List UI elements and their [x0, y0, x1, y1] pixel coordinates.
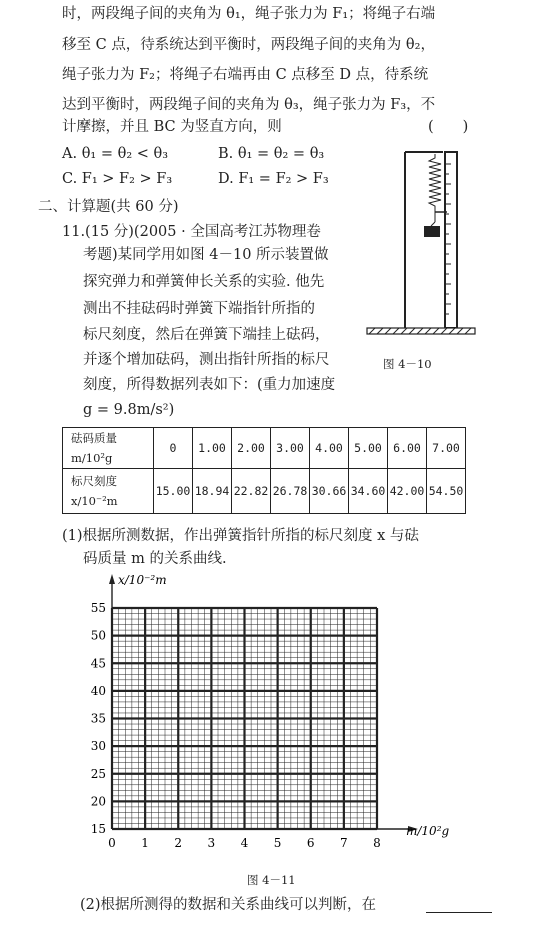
y-tick-label: 20	[90, 794, 106, 809]
x-tick-label: 1	[141, 836, 149, 850]
question-line: 探究弹力和弹簧伸长关系的实验. 他先	[83, 274, 325, 290]
table-cell: 22.82	[232, 469, 271, 514]
spring-apparatus-figure	[365, 140, 480, 345]
table-cell: 2.00	[232, 428, 271, 469]
figure-4-11-caption: 图 4－11	[247, 873, 296, 887]
option-d: D. F₁ = F₂ > F₃	[218, 171, 329, 187]
question-line: g = 9.8m/s²)	[83, 402, 175, 418]
x-axis-label: m/10²g	[406, 824, 450, 838]
answer-bracket: ( )	[428, 119, 469, 135]
table-row	[63, 469, 466, 514]
table-cell: 4.00	[310, 428, 349, 469]
question-line: 11.(15 分)(2005 · 全国高考江苏物理卷	[62, 224, 321, 240]
table-cell: 54.50	[427, 469, 466, 514]
y-tick-label: 25	[90, 766, 106, 781]
table-cell: 6.00	[388, 428, 427, 469]
section-heading: 二、计算题(共 60 分)	[38, 199, 179, 215]
problem-line: 达到平衡时，两段绳子间的夹角为 θ₃，绳子张力为 F₃，不	[62, 97, 436, 113]
question-line: 考题)某同学用如图 4－10 所示装置做	[83, 247, 329, 263]
sub-question-1-line: (1)根据所测数据，作出弹簧指针所指的标尺刻度 x 与砝	[62, 528, 419, 544]
problem-line: 绳子张力为 F₂；将绳子右端再由 C 点移至 D 点，待系统	[62, 67, 429, 83]
mass-header-label: 砝码质量	[71, 431, 117, 445]
x-tick-label: 7	[340, 836, 348, 850]
y-axis-label: x/10⁻²m	[118, 573, 167, 587]
y-tick-label: 30	[90, 739, 106, 754]
x-tick-label: 4	[240, 836, 249, 850]
scale-header	[63, 469, 154, 514]
y-tick-label: 45	[90, 656, 106, 671]
mass-header-unit: m/10²g	[71, 451, 113, 465]
y-tick-label: 15	[90, 822, 106, 836]
spring	[429, 154, 441, 212]
data-table	[62, 427, 466, 514]
option-a: A. θ₁ = θ₂ < θ₃	[62, 146, 169, 162]
table-cell: 7.00	[427, 428, 466, 469]
mass-header	[63, 428, 154, 469]
answer-blank	[426, 912, 492, 913]
y-tick-label: 55	[90, 601, 106, 615]
y-tick-label: 40	[90, 683, 106, 698]
option-b: B. θ₁ = θ₂ = θ₃	[218, 146, 325, 162]
table-cell: 34.60	[349, 469, 388, 514]
weight	[424, 226, 440, 237]
x-tick-label: 0	[108, 836, 116, 850]
sub-question-1-line: 码质量 m 的关系曲线.	[83, 551, 227, 567]
option-c: C. F₁ > F₂ > F₃	[62, 171, 173, 187]
table-cell: 42.00	[388, 469, 427, 514]
table-cell: 1.00	[193, 428, 232, 469]
x-tick-label: 3	[207, 836, 216, 850]
question-line: 测出不挂砝码时弹簧下端指针所指的	[83, 301, 315, 317]
figure-4-10-caption: 图 4－10	[383, 357, 432, 371]
problem-line: 时，两段绳子间的夹角为 θ₁，绳子张力为 F₁；将绳子右端	[62, 6, 436, 22]
table-cell: 5.00	[349, 428, 388, 469]
base	[367, 328, 475, 334]
problem-line: 移至 C 点，待系统达到平衡时，两段绳子间的夹角为 θ₂，	[62, 37, 435, 53]
table-row	[63, 428, 466, 469]
question-line: 并逐个增加砝码，测出指针所指的标尺	[83, 352, 330, 368]
y-tick-label: 35	[90, 711, 106, 726]
scale-header-label: 标尺刻度	[71, 474, 117, 488]
ruler	[445, 152, 457, 328]
question-line: 标尺刻度，然后在弹簧下端挂上砝码，	[83, 327, 330, 343]
table-cell: 30.66	[310, 469, 349, 514]
sub-question-2: (2)根据所测得的数据和关系曲线可以判断，在	[80, 897, 377, 913]
question-line: 刻度，所得数据列表如下：(重力加速度	[83, 377, 336, 393]
y-axis-arrow-icon	[109, 574, 115, 584]
table-cell: 3.00	[271, 428, 310, 469]
table-cell: 26.78	[271, 469, 310, 514]
scale-header-unit: x/10⁻²m	[71, 494, 118, 508]
table-cell: 15.00	[154, 469, 193, 514]
y-tick-label: 50	[90, 628, 106, 643]
problem-line: 计摩擦，并且 BC 为竖直方向，则	[62, 119, 282, 135]
x-tick-label: 8	[373, 836, 381, 850]
x-tick-label: 2	[174, 836, 183, 850]
table-cell: 0	[154, 428, 193, 469]
graph-paper-chart	[80, 570, 460, 860]
x-tick-label: 5	[273, 836, 282, 850]
x-tick-label: 6	[306, 836, 315, 850]
table-cell: 18.94	[193, 469, 232, 514]
